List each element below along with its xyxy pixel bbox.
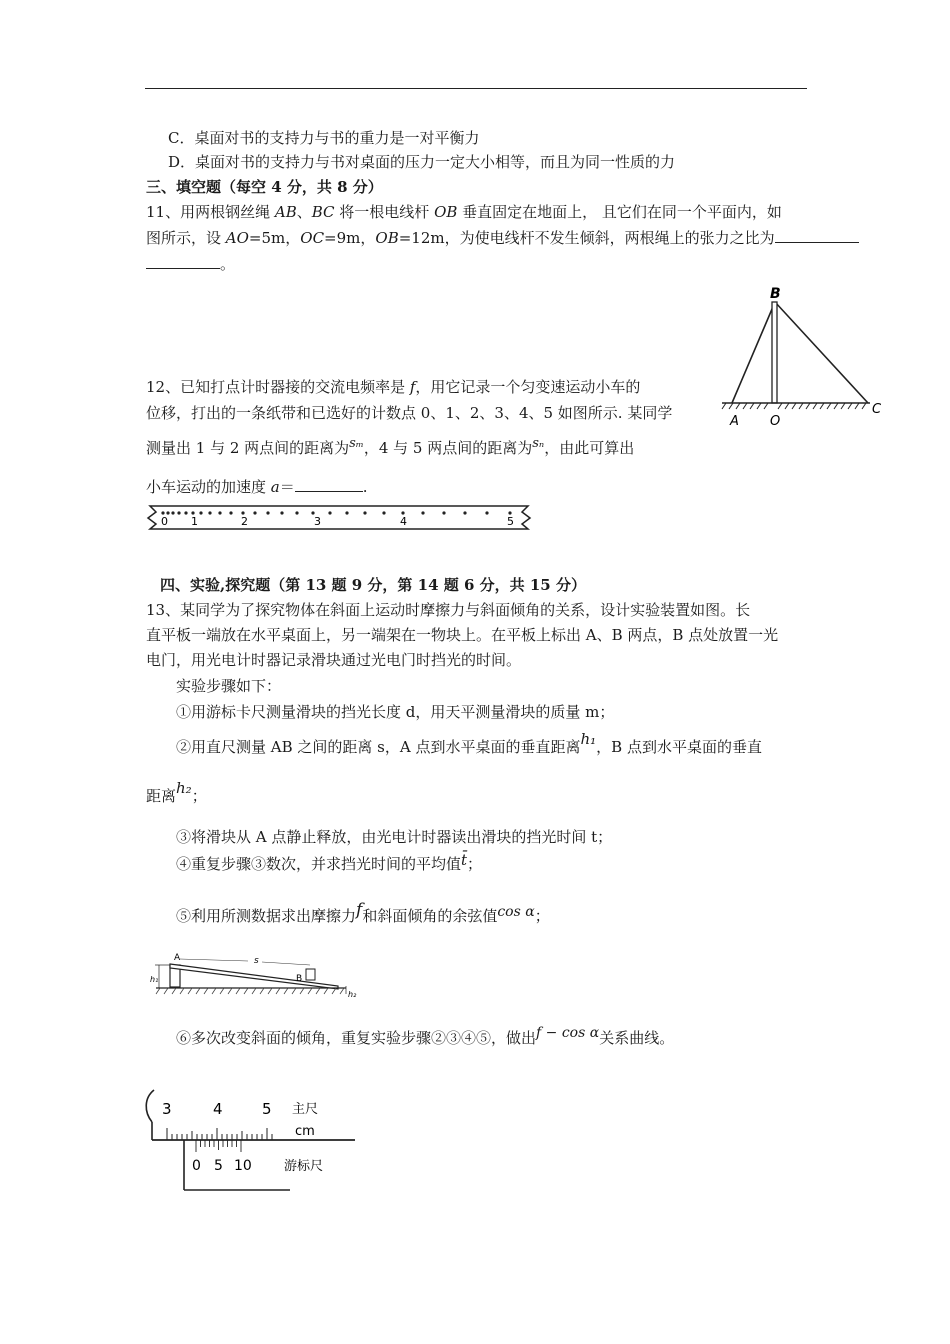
fig13-label-b: B — [296, 974, 303, 984]
tape-label-1: 1 — [191, 515, 198, 528]
q13-step4: ④重复步骤③数次，并求挡光时间的平均值t̄； — [176, 851, 483, 873]
q13-steps-title: 实验步骤如下： — [176, 677, 282, 695]
h2-symbol: h₂ — [176, 779, 192, 797]
q13-line1: 13、某同学为了探究物体在斜面上运动时摩擦力与斜面倾角的关系，设计实验装置如图。长 — [146, 601, 751, 619]
fig13-label-a: A — [174, 953, 181, 963]
main-scale-name: 主尺 — [292, 1102, 319, 1117]
tape-label-0: 0 — [161, 515, 168, 528]
vernier-label-10: 10 — [234, 1158, 252, 1174]
fig13-label-h1: h₁ — [150, 975, 159, 984]
header-rule — [145, 88, 807, 89]
q13-step5: ⑤利用所测数据求出摩擦力f和斜面倾角的余弦值cos α； — [176, 900, 550, 925]
t-bar-symbol: t̄ — [461, 851, 468, 869]
vernier-label-5: 5 — [214, 1158, 223, 1174]
q13-step6: ⑥多次改变斜面的倾角，重复实验步骤②③④⑤，做出f − cos α关系曲线。 — [176, 1025, 675, 1047]
fig13-label-h2: h₂ — [348, 990, 357, 999]
q13-line2: 直平板一端放在水平桌面上，另一端架在一物块上。在平板上标出 A、B 两点，B 点处放置一光 — [146, 626, 779, 644]
photogate — [306, 969, 315, 980]
q12-line4: 小车运动的加速度 a＝ . — [146, 478, 368, 496]
q13-line3: 电门，用光电计时器记录滑块通过光电门时挡光的时间。 — [146, 651, 522, 669]
q11-line3: 。 — [146, 253, 235, 274]
main-label-4: 4 — [213, 1100, 223, 1118]
fig11-label-b: B — [770, 286, 781, 302]
q12-line2: 位移，打出的一条纸带和已选好的计数点 0、1、2、3、4、5 如图所示. 某同学 — [146, 404, 673, 422]
fig11-label-c: C — [872, 402, 882, 417]
incline-figure — [150, 950, 365, 1006]
q13-step2: ②用直尺测量 AB 之间的距离 s，A 点到水平桌面的垂直距离h₁，B 点到水平桌面的垂直 — [176, 730, 762, 756]
unit-label: cm — [295, 1124, 315, 1139]
section3-heading: 三、填空题（每空 4 分，共 8 分） — [146, 178, 383, 196]
option-c: C．桌面对书的支持力与书的重力是一对平衡力 — [168, 129, 480, 147]
answer-blank-2[interactable] — [146, 268, 220, 269]
f-cos-alpha-symbol: f − cos α — [536, 1025, 600, 1041]
q11-line1: 11、用两根钢丝绳 AB、BC 将一根电线杆 OB 垂直固定在地面上， 且它们在同一个平面内，如 — [146, 203, 782, 221]
s-n-symbol: sₙ — [532, 436, 545, 451]
f-symbol: f — [356, 900, 363, 920]
pole-cable-figure — [718, 282, 888, 432]
main-label-3: 3 — [162, 1100, 172, 1118]
tape-outline — [148, 506, 530, 529]
tape-label-3: 3 — [314, 515, 321, 528]
vernier-caliper-figure — [140, 1088, 380, 1196]
paper-tape-figure — [144, 502, 536, 532]
tape-label-5: 5 — [507, 515, 514, 528]
tape-label-4: 4 — [400, 515, 407, 528]
q13-step2-line2: 距离h₂； — [146, 779, 207, 805]
q11-line2: 图所示，设 AO=5m，OC=9m，OB=12m，为使电线杆不发生倾斜，两根绳上的张力之比为 — [146, 227, 859, 248]
vernier-scale-name: 游标尺 — [284, 1159, 324, 1174]
option-d: D．桌面对书的支持力与书对桌面的压力一定大小相等，而且为同一性质的力 — [168, 153, 676, 171]
fig11-label-o: O — [770, 414, 781, 429]
cos-alpha-symbol: cos α — [497, 904, 535, 920]
fig11-label-a: A — [730, 414, 739, 429]
q12-line1: 12、已知打点计时器接的交流电频率是 f，用它记录一个匀变速运动小车的 — [146, 378, 641, 396]
main-label-5: 5 — [262, 1100, 272, 1118]
h1-symbol: h₁ — [580, 730, 597, 748]
s-m-symbol: sₘ — [349, 436, 364, 451]
tape-label-2: 2 — [241, 515, 248, 528]
pole — [772, 302, 777, 403]
fig13-label-s: s — [254, 956, 259, 966]
answer-blank-1[interactable] — [775, 242, 859, 243]
answer-blank-3[interactable] — [295, 491, 363, 492]
q12-line3: 测量出 1 与 2 两点间的距离为sₘ，4 与 5 两点间的距离为sₙ，由此可算出 — [146, 436, 635, 457]
q13-step1: ①用游标卡尺测量滑块的挡光长度 d，用天平测量滑块的质量 m； — [176, 703, 615, 721]
vernier-label-0: 0 — [192, 1158, 201, 1174]
section4-heading: 四、实验,探究题（第 13 题 9 分，第 14 题 6 分，共 15 分） — [160, 576, 586, 594]
q13-step3: ③将滑块从 A 点静止释放，由光电计时器读出滑块的挡光时间 t； — [176, 828, 613, 846]
